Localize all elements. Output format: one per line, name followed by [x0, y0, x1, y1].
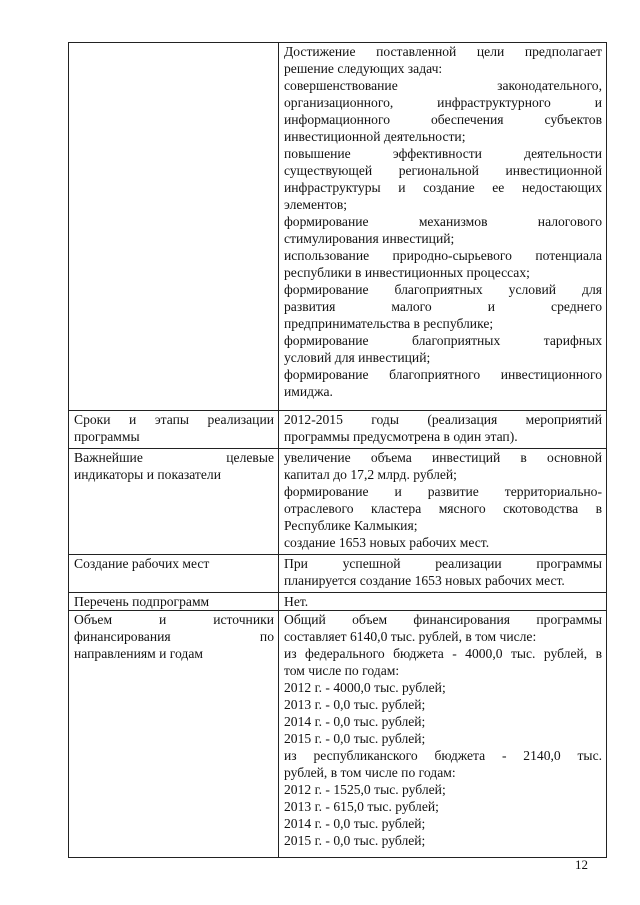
row-value-indicators [279, 449, 607, 555]
cell-text-line: Республике Калмыкия; [284, 518, 418, 533]
row-label-jobs [69, 555, 279, 593]
cell-text-line: 2014 г. - 0,0 тыс. рублей; [284, 816, 426, 831]
cell-text-line: Нет. [284, 594, 309, 609]
cell-text-line: имиджа. [284, 384, 333, 399]
cell-text-line: Перечень подпрограмм [74, 594, 210, 609]
cell-text-line: предпринимательства в республике; [284, 316, 494, 331]
row-value-terms [279, 411, 607, 449]
cell-text-line: создание 1653 новых рабочих мест. [284, 535, 490, 550]
cell-text-line: При успешной реализации программы [284, 556, 602, 571]
row-label-subprograms [69, 593, 279, 611]
cell-text-line: 2012 г. - 1525,0 тыс. рублей; [284, 782, 446, 797]
table-row-subprograms [69, 593, 607, 611]
cell-text-line: формирование благоприятных условий для [284, 282, 602, 297]
cell-text-line: информационного обеспечения субъектов [284, 112, 602, 127]
cell-text-line: инфраструктуры и создание ее недостающих [284, 180, 602, 195]
cell-text-line: использование природно-сырьевого потенциала [284, 248, 602, 263]
cell-text-line: 2012 г. - 4000,0 тыс. рублей; [284, 680, 446, 695]
cell-text-line: увеличение объема инвестиций в основной [284, 450, 602, 465]
cell-text-line: 2013 г. - 0,0 тыс. рублей; [284, 697, 426, 712]
cell-text-line: 2012-2015 годы (реализация мероприятий [284, 412, 602, 427]
cell-text-line: развития малого и среднего [284, 299, 602, 314]
cell-text-line: повышение эффективности деятельности [284, 146, 602, 161]
cell-text-line: программы [74, 429, 140, 444]
row-label-indicators [69, 449, 279, 555]
cell-text-line: из федерального бюджета - 4000,0 тыс. рублей, в [284, 646, 602, 661]
cell-text-line: 2014 г. - 0,0 тыс. рублей; [284, 714, 426, 729]
row-label-financing [69, 611, 279, 858]
cell-text-line: Создание рабочих мест [74, 556, 210, 571]
cell-text-line: совершенствование законодательного, [284, 78, 602, 93]
cell-text-line: направлениям и годам [74, 646, 203, 661]
table-row-financing [69, 611, 607, 858]
row-value-subprograms [279, 593, 607, 611]
table-row-terms [69, 411, 607, 449]
cell-text-line: капитал до 17,2 млрд. рублей; [284, 467, 457, 482]
cell-text-line: 2015 г. - 0,0 тыс. рублей; [284, 833, 426, 848]
cell-text-line: финансирования по [74, 629, 274, 644]
cell-text-line: формирование и развитие территориально- [284, 484, 602, 499]
cell-text-line: формирование механизмов налогового [284, 214, 602, 229]
cell-text-line: индикаторы и показатели [74, 467, 221, 482]
cell-text-line: стимулирования инвестиций; [284, 231, 455, 246]
row-label-empty [69, 43, 279, 411]
cell-text-line: Важнейшие целевые [74, 450, 274, 465]
row-value-jobs [279, 555, 607, 593]
table-row-jobs [69, 555, 607, 593]
cell-text-line: Достижение поставленной цели предполагает [284, 44, 602, 59]
cell-text-line: формирование благоприятных тарифных [284, 333, 602, 348]
cell-text-line: Объем и источники [74, 612, 274, 627]
row-label-terms [69, 411, 279, 449]
cell-text-line: 2013 г. - 615,0 тыс. рублей; [284, 799, 439, 814]
cell-text-line: том числе по годам: [284, 663, 400, 678]
cell-text-line: существующей региональной инвестиционной [284, 163, 602, 178]
cell-text-line: Общий объем финансирования программы [284, 612, 602, 627]
program-passport-table [68, 42, 607, 858]
cell-text-line: отраслевого кластера мясного скотоводства в [284, 501, 602, 516]
cell-text-line: из республиканского бюджета - 2140,0 тыс. [284, 748, 602, 763]
cell-text-line: планируется создание 1653 новых рабочих мест. [284, 573, 565, 588]
table-row-indicators [69, 449, 607, 555]
cell-text-line: организационного, инфраструктурного и [284, 95, 602, 110]
cell-text-line: республики в инвестиционных процессах; [284, 265, 530, 280]
cell-text-line: составляет 6140,0 тыс. рублей, в том числе: [284, 629, 537, 644]
cell-text-line: 2015 г. - 0,0 тыс. рублей; [284, 731, 426, 746]
cell-text-line: Сроки и этапы реализации [74, 412, 274, 427]
row-value-tasks [279, 43, 607, 411]
table-row-goals [69, 43, 607, 411]
page-number: 12 [575, 857, 588, 872]
cell-text-line: рублей, в том числе по годам: [284, 765, 456, 780]
row-value-financing [279, 611, 607, 858]
cell-text-line: программы предусмотрена в один этап). [284, 429, 518, 444]
cell-text-line: элементов; [284, 197, 348, 212]
cell-text-line: условий для инвестиций; [284, 350, 431, 365]
cell-text-line: формирование благоприятного инвестиционного [284, 367, 602, 382]
cell-text-line: инвестиционной деятельности; [284, 129, 466, 144]
cell-text-line: решение следующих задач: [284, 61, 443, 76]
